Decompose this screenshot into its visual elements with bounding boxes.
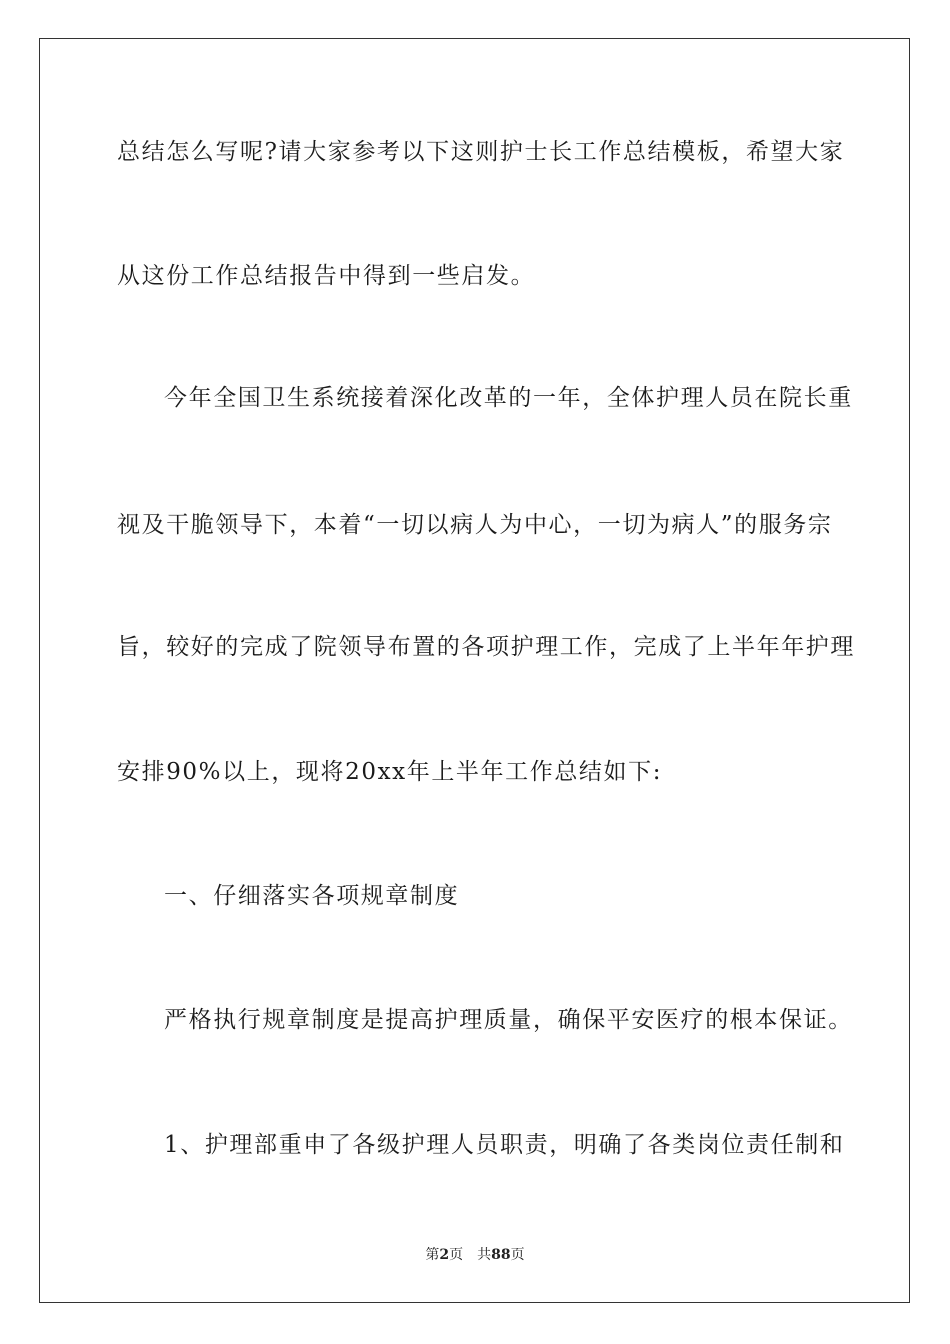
footer-total-pages: 88 <box>491 1247 511 1263</box>
body-line-3: 今年全国卫生系统接着深化改革的一年，全体护理人员在院长重 <box>164 385 853 411</box>
footer-total-suffix: 页 <box>510 1247 525 1263</box>
section-heading: 一、仔细落实各项规章制度 <box>164 883 460 909</box>
footer-page-prefix: 第 <box>425 1247 440 1263</box>
body-line-4: 视及干脆领导下，本着“一切以病人为中心，一切为病人”的服务宗 <box>117 512 833 538</box>
page-footer <box>0 1246 950 1264</box>
body-line-8: 严格执行规章制度是提高护理质量，确保平安医疗的根本保证。 <box>164 1007 853 1033</box>
footer-total-prefix: 共 <box>477 1247 492 1263</box>
footer-page-number: 2 <box>439 1247 450 1263</box>
body-line-6: 安排90%以上，现将20xx年上半年工作总结如下: <box>117 759 663 785</box>
body-line-9: 1、护理部重申了各级护理人员职责，明确了各类岗位责任制和 <box>164 1132 845 1158</box>
body-line-1: 总结怎么写呢?请大家参考以下这则护士长工作总结模板，希望大家 <box>117 139 845 165</box>
footer-page-suffix: 页 <box>449 1247 464 1263</box>
body-line-2: 从这份工作总结报告中得到一些启发。 <box>117 263 536 289</box>
body-line-5: 旨，较好的完成了院领导布置的各项护理工作，完成了上半年年护理 <box>117 634 855 660</box>
page-border <box>39 38 910 1303</box>
